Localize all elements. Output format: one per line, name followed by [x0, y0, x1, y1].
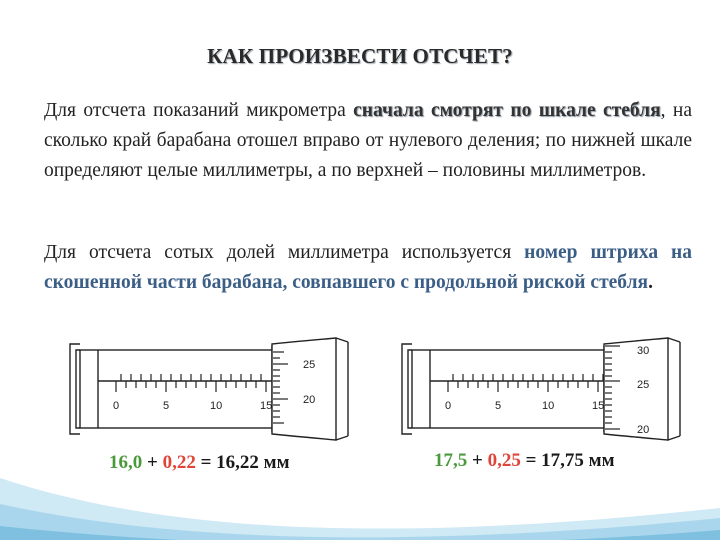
formula-mm-value: 17,5: [434, 450, 468, 471]
sleeve-label: 10: [542, 400, 555, 412]
sleeve-label: 15: [260, 400, 273, 412]
sleeve-label: 15: [592, 400, 605, 412]
sleeve-label: 5: [495, 400, 502, 412]
emphasis-text: сначала смотрят по шкале стебля: [353, 100, 661, 121]
thimble-label: 25: [303, 359, 316, 371]
formula-result: 16,22 мм: [216, 452, 290, 473]
paragraph-end: .: [648, 272, 653, 293]
reading-formula-2: [434, 450, 615, 472]
paragraph-reading-mm: [44, 96, 692, 186]
sleeve-label: 0: [445, 400, 452, 412]
paragraph-text: Для отсчета сотых долей миллиметра используется: [44, 242, 525, 263]
formula-plus: +: [467, 450, 488, 471]
paragraph-text: , на сколько край барабана отошел вправо от нулевого деления; по нижней шкале определяют целые миллиметры, а по верхней – половины миллиметров.: [44, 100, 693, 181]
micrometer-diagram-1: [66, 334, 356, 446]
thimble-label: 20: [303, 394, 316, 406]
emphasis-text: номер штриха на скошенной части барабана, совпавшего с продольной риской стебля: [44, 242, 692, 293]
formula-plus: +: [142, 452, 163, 473]
thimble-label: 30: [637, 345, 650, 357]
formula-hundredths-value: 0,22: [162, 452, 196, 473]
paragraph-text: Для отсчета показаний микрометра: [44, 100, 354, 121]
paragraph-reading-hundredths: [44, 238, 692, 298]
decorative-wave: [0, 478, 720, 540]
reading-formula-1: [109, 452, 290, 474]
thimble-label: 25: [637, 379, 650, 391]
formula-equals: =: [195, 452, 217, 473]
sleeve-label: 10: [210, 400, 223, 412]
micrometer-diagram-2: [398, 334, 688, 446]
sleeve-label: 5: [163, 400, 170, 412]
thimble-label: 20: [637, 424, 650, 436]
formula-equals: =: [520, 450, 542, 471]
page-title: КАК ПРОИЗВЕСТИ ОТСЧЕТ?: [207, 44, 513, 68]
formula-result: 17,75 мм: [541, 450, 615, 471]
formula-mm-value: 16,0: [109, 452, 143, 473]
formula-hundredths-value: 0,25: [487, 450, 521, 471]
sleeve-label: 0: [113, 400, 120, 412]
